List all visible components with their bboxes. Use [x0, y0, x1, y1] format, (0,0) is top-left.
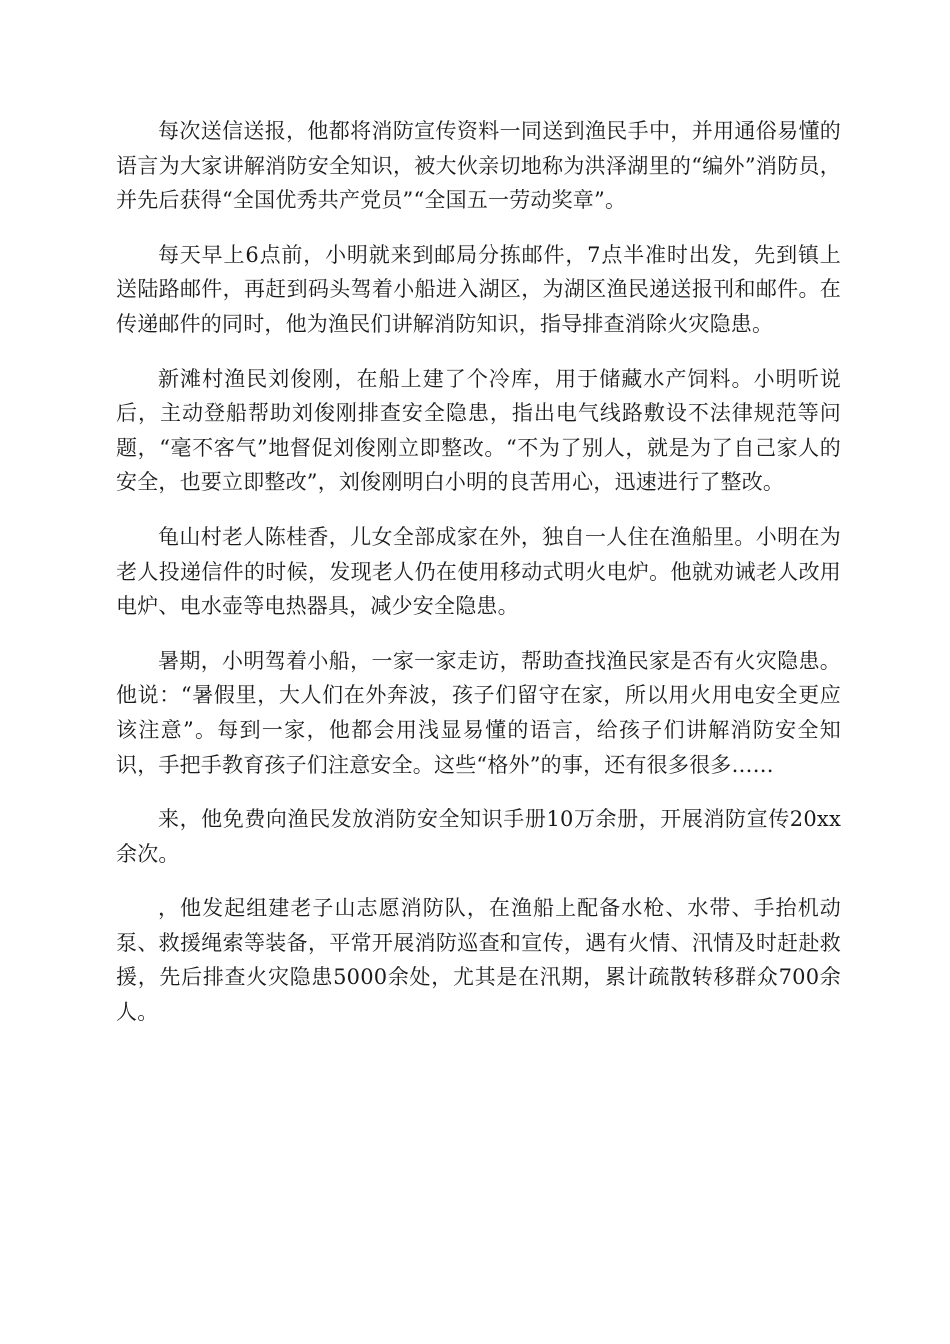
paragraph-4: 龟山村老人陈桂香，儿女全部成家在外，独自一人住在渔船里。小明在为老人投递信件的时候，发现老人仍在使用移动式明火电炉。他就劝诫老人改用电炉、电水壶等电热器具，减少安全隐患。 [116, 524, 841, 619]
paragraph-6: 来，他免费向渔民发放消防安全知识手册10万余册，开展消防宣传20xx余次。 [116, 807, 841, 866]
paragraph-1: 每次送信送报，他都将消防宣传资料一同送到渔民手中，并用通俗易懂的语言为大家讲解消防安全知识，被大伙亲切地称为洪泽湖里的“编外”消防员，并先后获得“全国优秀共产党员”“全国五一劳动奖章”。 [116, 119, 841, 213]
paragraph-3: 新滩村渔民刘俊刚，在船上建了个冷库，用于储藏水产饲料。小明听说后，主动登船帮助刘俊刚排查安全隐患，指出电气线路敷设不法律规范等问题，“毫不客气”地督促刘俊刚立即整改。“不为了别人，就是为了自己家人的安全，也要立即整改”，刘俊刚明白小明的良苦用心，迅速进行了整改。 [116, 366, 841, 495]
paragraph-2: 每天早上6点前，小明就来到邮局分拣邮件，7点半准时出发，先到镇上送陆路邮件，再赶到码头驾着小船进入湖区，为湖区渔民递送报刊和邮件。在传递邮件的同时，他为渔民们讲解消防知识，指导排查消除火灾隐患。 [116, 242, 841, 336]
paragraph-7: ，他发起组建老子山志愿消防队，在渔船上配备水枪、水带、手抬机动泵、救援绳索等装备，平常开展消防巡查和宣传，遇有火情、汛情及时赶赴救援，先后排查火灾隐患5000余处，尤其是在汛期，累计疏散转移群众700余人。 [116, 896, 841, 1025]
paragraph-5: 暑期，小明驾着小船，一家一家走访，帮助查找渔民家是否有火灾隐患。他说：“暑假里，大人们在外奔波，孩子们留守在家，所以用火用电安全更应该注意”。每到一家，他都会用浅显易懂的语言，给孩子们讲解消防安全知识，手把手教育孩子们注意安全。这些“格外”的事，还有很多很多…… [116, 648, 841, 777]
document-body [116, 114, 841, 1050]
